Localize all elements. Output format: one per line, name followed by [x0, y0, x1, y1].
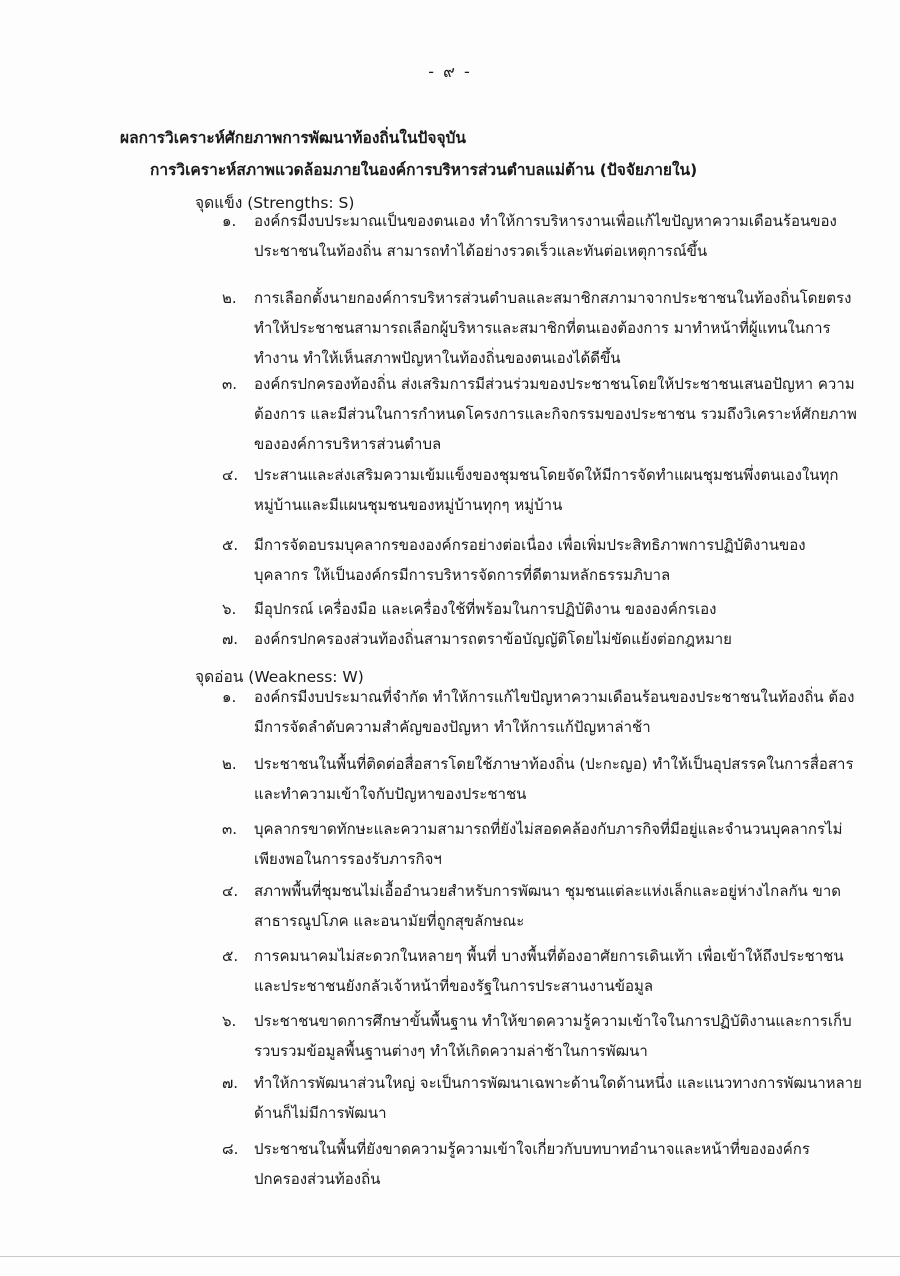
- item-number: ๑.: [222, 212, 237, 230]
- item-line: องค์กรปกครองท้องถิ่น ส่งเสริมการมีส่วนร่วมของประชาชนโดยให้ประชาชนเสนอปัญหา ความ: [254, 375, 855, 393]
- item-number: ๔.: [222, 882, 239, 900]
- item-line: มีการจัดลำดับความสำคัญของปัญหา ทำให้การแก้ปัญหาล่าช้า: [254, 718, 651, 736]
- item-number: ๔.: [222, 466, 239, 484]
- item-line: เพียงพอในการรองรับภารกิจฯ: [254, 850, 442, 868]
- item-number: ๓.: [222, 820, 238, 838]
- page-number: - ๙ -: [428, 62, 472, 81]
- item-number: ๒.: [222, 289, 237, 307]
- weakness-item-1: [222, 682, 872, 742]
- strength-item-1: [222, 206, 872, 266]
- item-number: ๕.: [222, 536, 239, 554]
- item-number: ๗.: [222, 630, 239, 648]
- weakness-item-2: [222, 749, 872, 809]
- item-line: มีอุปกรณ์ เครื่องมือ และเครื่องใช้ที่พร้อมในการปฏิบัติงาน ขององค์กรเอง: [254, 600, 717, 618]
- item-number: ๖.: [222, 600, 237, 618]
- item-line: องค์กรมีงบประมาณเป็นของตนเอง ทำให้การบริหารงานเพื่อแก้ไขปัญหาความเดือนร้อนของ: [254, 212, 837, 230]
- item-line: ประชาชนในท้องถิ่น สามารถทำได้อย่างรวดเร็วและทันต่อเหตุการณ์ขึ้น: [254, 242, 708, 260]
- strength-item-6: [222, 594, 872, 624]
- item-line: องค์กรมีงบประมาณที่จำกัด ทำให้การแก้ไขปัญหาความเดือนร้อนของประชาชนในท้องถิ่น ต้อง: [254, 688, 855, 706]
- item-line: หมู่บ้านและมีแผนชุมชนของหมู่บ้านทุกๆ หมู่บ้าน: [254, 496, 563, 514]
- item-line: การเลือกตั้งนายกองค์การบริหารส่วนตำบลและสมาชิกสภามาจากประชาชนในท้องถิ่นโดยตรง: [254, 289, 852, 307]
- weakness-item-7: [222, 1068, 872, 1128]
- item-line: ทำให้การพัฒนาส่วนใหญ่ จะเป็นการพัฒนาเฉพาะด้านใดด้านหนึ่ง และแนวทางการพัฒนาหลาย: [254, 1074, 862, 1092]
- weakness-item-4: [222, 876, 872, 936]
- item-line: และทำความเข้าใจกับปัญหาของประชาชน: [254, 785, 527, 803]
- item-line: สภาพพื้นที่ชุมชนไม่เอื้ออำนวยสำหรับการพัฒนา ชุมชนแต่ละแห่งเล็กและอยู่ห่างไกลกัน ขาด: [254, 882, 841, 900]
- strength-item-4: [222, 460, 872, 520]
- item-number: ๘.: [222, 1140, 239, 1158]
- strengths-title: จุดแข็ง (Strengths: S): [195, 194, 355, 212]
- item-line: ประสานและส่งเสริมความเข้มแข็งของชุมชนโดยจัดให้มีการจัดทำแผนชุมชนพึ่งตนเองในทุก: [254, 466, 839, 484]
- strength-item-5: [222, 530, 872, 590]
- weaknesses-title: จุดอ่อน (Weakness: W): [195, 668, 364, 686]
- scan-bottom-edge: [0, 1256, 900, 1257]
- item-line: ประชาชนขาดการศึกษาขั้นพื้นฐาน ทำให้ขาดความรู้ความเข้าใจในการปฏิบัติงานและการเก็บ: [254, 1012, 852, 1030]
- item-line: รวบรวมข้อมูลพื้นฐานต่างๆ ทำให้เกิดความล่าช้าในการพัฒนา: [254, 1042, 648, 1060]
- item-line: บุคลากรขาดทักษะและความสามารถที่ยังไม่สอดคล้องกับภารกิจที่มีอยู่และจำนวนบุคลากรไม่: [254, 820, 843, 838]
- item-number: ๖.: [222, 1012, 237, 1030]
- strength-item-7: [222, 624, 872, 654]
- item-line: สาธารณูปโภค และอนามัยที่ถูกสุขลักษณะ: [254, 912, 525, 930]
- section-heading: ผลการวิเคราะห์ศักยภาพการพัฒนาท้องถิ่นในปัจจุบัน: [120, 129, 466, 147]
- weakness-item-6: [222, 1006, 872, 1066]
- item-line: ขององค์การบริหารส่วนตำบล: [254, 435, 442, 453]
- item-line: และประชาชนยังกลัวเจ้าหน้าที่ของรัฐในการประสานงานข้อมูล: [254, 977, 654, 995]
- item-number: ๑.: [222, 688, 237, 706]
- item-line: ประชาชนในพื้นที่ยังขาดความรู้ความเข้าใจเกี่ยวกับบทบาทอำนาจและหน้าที่ขององค์กร: [254, 1140, 810, 1158]
- item-line: ปกครองส่วนท้องถิ่น: [254, 1170, 381, 1188]
- item-line: ด้านก็ไม่มีการพัฒนา: [254, 1104, 387, 1122]
- item-line: องค์กรปกครองส่วนท้องถิ่นสามารถตราข้อบัญญัติโดยไม่ขัดแย้งต่อกฎหมาย: [254, 630, 732, 648]
- section-subheading: การวิเคราะห์สภาพแวดล้อมภายในองค์การบริหารส่วนตำบลแม่ต้าน (ปัจจัยภายใน): [150, 161, 698, 179]
- strength-item-2: [222, 283, 872, 373]
- item-line: ต้องการ และมีส่วนในการกำหนดโครงการและกิจกรรมของประชาชน รวมถึงวิเคราะห์ศักยภาพ: [254, 405, 857, 423]
- weakness-item-8: [222, 1134, 872, 1194]
- item-line: มีการจัดอบรมบุคลากรขององค์กรอย่างต่อเนื่อง เพื่อเพิ่มประสิทธิภาพการปฏิบัติงานของ: [254, 536, 806, 554]
- item-number: ๓.: [222, 375, 238, 393]
- weakness-item-5: [222, 941, 872, 1001]
- item-line: การคมนาคมไม่สะดวกในหลายๆ พื้นที่ บางพื้นที่ต้องอาศัยการเดินเท้า เพื่อเข้าให้ถึงประชาชน: [254, 947, 844, 965]
- item-number: ๕.: [222, 947, 239, 965]
- item-line: ประชาชนในพื้นที่ติดต่อสื่อสารโดยใช้ภาษาท้องถิ่น (ปะกะญอ) ทำให้เป็นอุปสรรคในการสื่อสาร: [254, 755, 854, 773]
- strength-item-3: [222, 369, 872, 459]
- item-line: ทำงาน ทำให้เห็นสภาพปัญหาในท้องถิ่นของตนเองได้ดีขึ้น: [254, 349, 621, 367]
- weakness-item-3: [222, 814, 872, 874]
- item-line: ทำให้ประชาชนสามารถเลือกผู้บริหารและสมาชิกที่ตนเองต้องการ มาทำหน้าที่ผู้แทนในการ: [254, 319, 831, 337]
- item-number: ๒.: [222, 755, 237, 773]
- item-line: บุคลากร ให้เป็นองค์กรมีการบริหารจัดการที่ดีตามหลักธรรมภิบาล: [254, 566, 671, 584]
- item-number: ๗.: [222, 1074, 239, 1092]
